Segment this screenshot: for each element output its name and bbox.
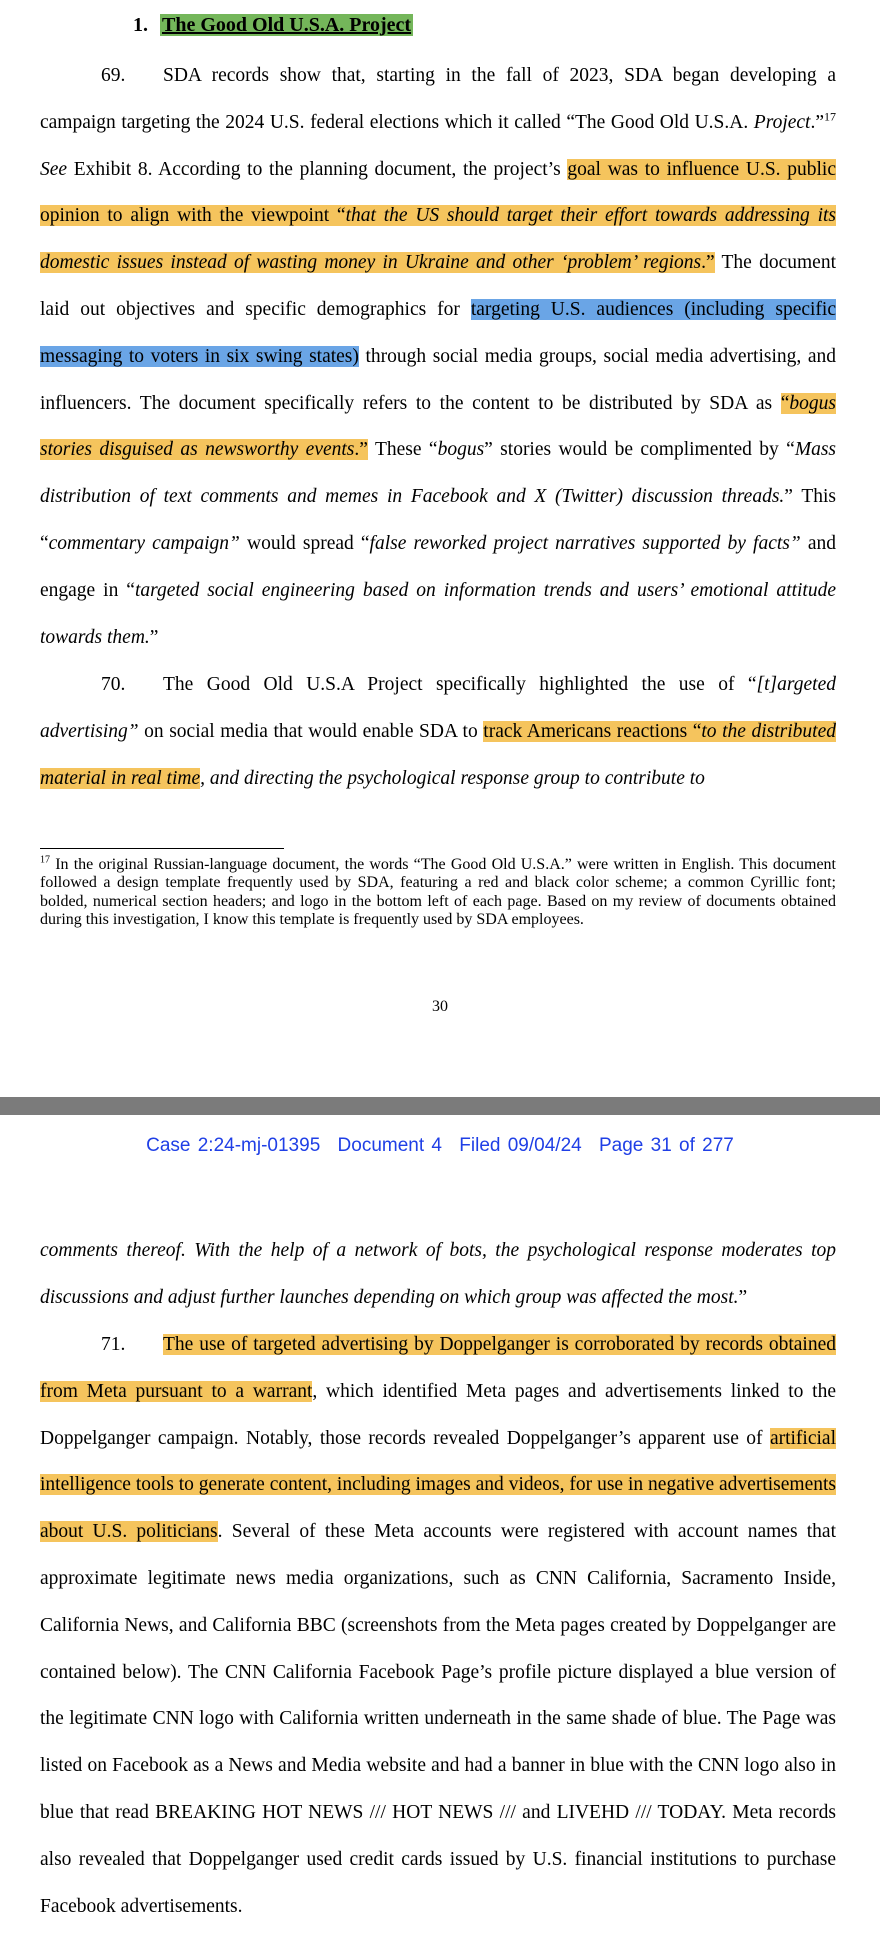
text-run: and engage in “	[40, 532, 836, 601]
text-run: goal was to influence U.S. public opinion to align with the viewpoint “	[40, 158, 836, 227]
footnote-17	[40, 856, 836, 930]
text-run: comments thereof. With the help of a network of bots, the psychological response moderates top discussions and adjust further launches depending on which group was affected the most.	[40, 1240, 836, 1308]
paragraph-71	[40, 1322, 836, 1930]
text-run: , which identified Meta pages and advertisements linked to the Doppelganger campaign. Notably, those records revealed Doppelganger’s apparent use of	[40, 1380, 836, 1449]
page-count: Page 31 of 277	[598, 1135, 734, 1156]
paragraph-70	[40, 662, 836, 802]
text-run: Project	[753, 111, 811, 133]
text-run: .”	[701, 252, 715, 274]
text-run: track Americans reactions “	[483, 720, 702, 742]
text-run: bogus	[437, 439, 485, 461]
text-run: The Good Old U.S.A Project specifically highlighted the use of “	[163, 674, 757, 695]
page-divider	[0, 1097, 880, 1115]
text-run: false reworked project narratives supported by facts”	[369, 532, 801, 554]
text-run: [t]argeted advertising”	[40, 674, 836, 742]
case-number: Case 2:24-mj-01395	[146, 1135, 321, 1156]
text-run: ” This “	[40, 486, 836, 554]
text-run: Mass distribution of text comments and memes in Facebook and X (Twitter) discussion threads.	[40, 439, 837, 508]
paragraph-number: 71.	[101, 1334, 126, 1355]
text-run: targeted social engineering based on information trends and users’ emotional attitude towards them.	[40, 579, 836, 648]
section-title: The Good Old U.S.A. Project	[162, 14, 412, 36]
filed-date: Filed 09/04/24	[459, 1135, 582, 1156]
footnote-marker: 17	[40, 854, 50, 866]
text-run: Exhibit 8. According to the planning document, the project’s	[67, 158, 568, 180]
text-run: that the US should target their effort towards addressing its domestic issues instead of wasting money in Ukraine and other ‘problem’ regions	[40, 205, 836, 274]
footnote-text: In the original Russian-language document, the words “The Good Old U.S.A.” were written in English. This document followed a design template frequently used by SDA, featuring a red and black color scheme; a common Cyrillic font; bolded, numerical section headers; and logo in the bottom left of each page. Based on my review of documents obtained during this investigation, I know this template is frequently used by SDA employees.	[40, 856, 836, 929]
text-run: See	[40, 158, 68, 180]
text-run: .”	[354, 439, 368, 461]
case-header	[0, 1135, 880, 1157]
text-run: ” stories would be complimented by “	[484, 439, 795, 461]
highlight-yellow: artificial intelligence tools to generate content, including images and videos, for use in negative advertisements about U.S. politicians	[40, 1427, 836, 1543]
text-run: to the distributed material in real time	[40, 720, 836, 789]
text-run: , and directing the psychological response group to contribute to	[200, 767, 705, 789]
page-number: 30	[432, 998, 448, 1015]
highlight-yellow: The use of targeted advertising by Doppelganger is corroborated by records obtained from Meta pursuant to a warrant	[40, 1334, 836, 1402]
footnote-divider	[40, 848, 284, 849]
text-run: These “	[367, 439, 438, 461]
text-run: on social media that would enable SDA to	[138, 720, 484, 742]
section-number: 1.	[133, 14, 148, 36]
text-run: bogus stories disguised as newsworthy events	[40, 392, 836, 461]
text-run: . Several of these Meta accounts were registered with account names that approximate legitimate news media organizations, such as CNN California, Sacramento Inside, California News, and California BBC (screenshots from the Meta pages created by Doppelganger are contained below). The CNN California Facebook Page’s profile picture displayed a blue version of the legitimate CNN logo with California written underneath in the same shade of blue. The Page was listed on Facebook as a News and Media website and had a banner in blue with the CNN logo also in blue that read BREAKING HOT NEWS /// HOT NEWS /// and LIVEHD /// TODAY. Meta records also revealed that Doppelganger used credit cards issued by U.S. financial institutions to purchase Facebook advertisements.	[40, 1521, 836, 1917]
text-run: through social media groups, social media advertising, and influencers. The document specifically refers to the content to be distributed by SDA as	[40, 345, 836, 414]
text-run: .”	[810, 111, 824, 133]
text-run: SDA records show that, starting in the fall of 2023, SDA began developing a campaign targeting the 2024 U.S. federal elections which it called “The Good Old U.S.A.	[40, 65, 836, 133]
highlight-blue: targeting U.S. audiences (including specific messaging to voters in six swing states)	[40, 298, 836, 367]
document-number: Document 4	[337, 1135, 442, 1156]
paragraph-69	[40, 53, 836, 661]
paragraph-70-continued	[40, 1228, 836, 1322]
text-run: commentary campaign”	[48, 532, 240, 554]
text-run: ”	[738, 1286, 748, 1308]
document-page-31	[0, 1115, 880, 1940]
text-run: would spread “	[239, 532, 370, 554]
text-run: “	[780, 392, 790, 414]
paragraph-number: 70.	[101, 674, 126, 695]
text-run: The document laid out objectives and specific demographics for	[40, 252, 836, 320]
footnote-reference[interactable]: 17	[824, 109, 836, 124]
text-run: ”	[149, 626, 159, 648]
section-heading	[133, 14, 413, 37]
paragraph-number: 69.	[101, 65, 126, 86]
